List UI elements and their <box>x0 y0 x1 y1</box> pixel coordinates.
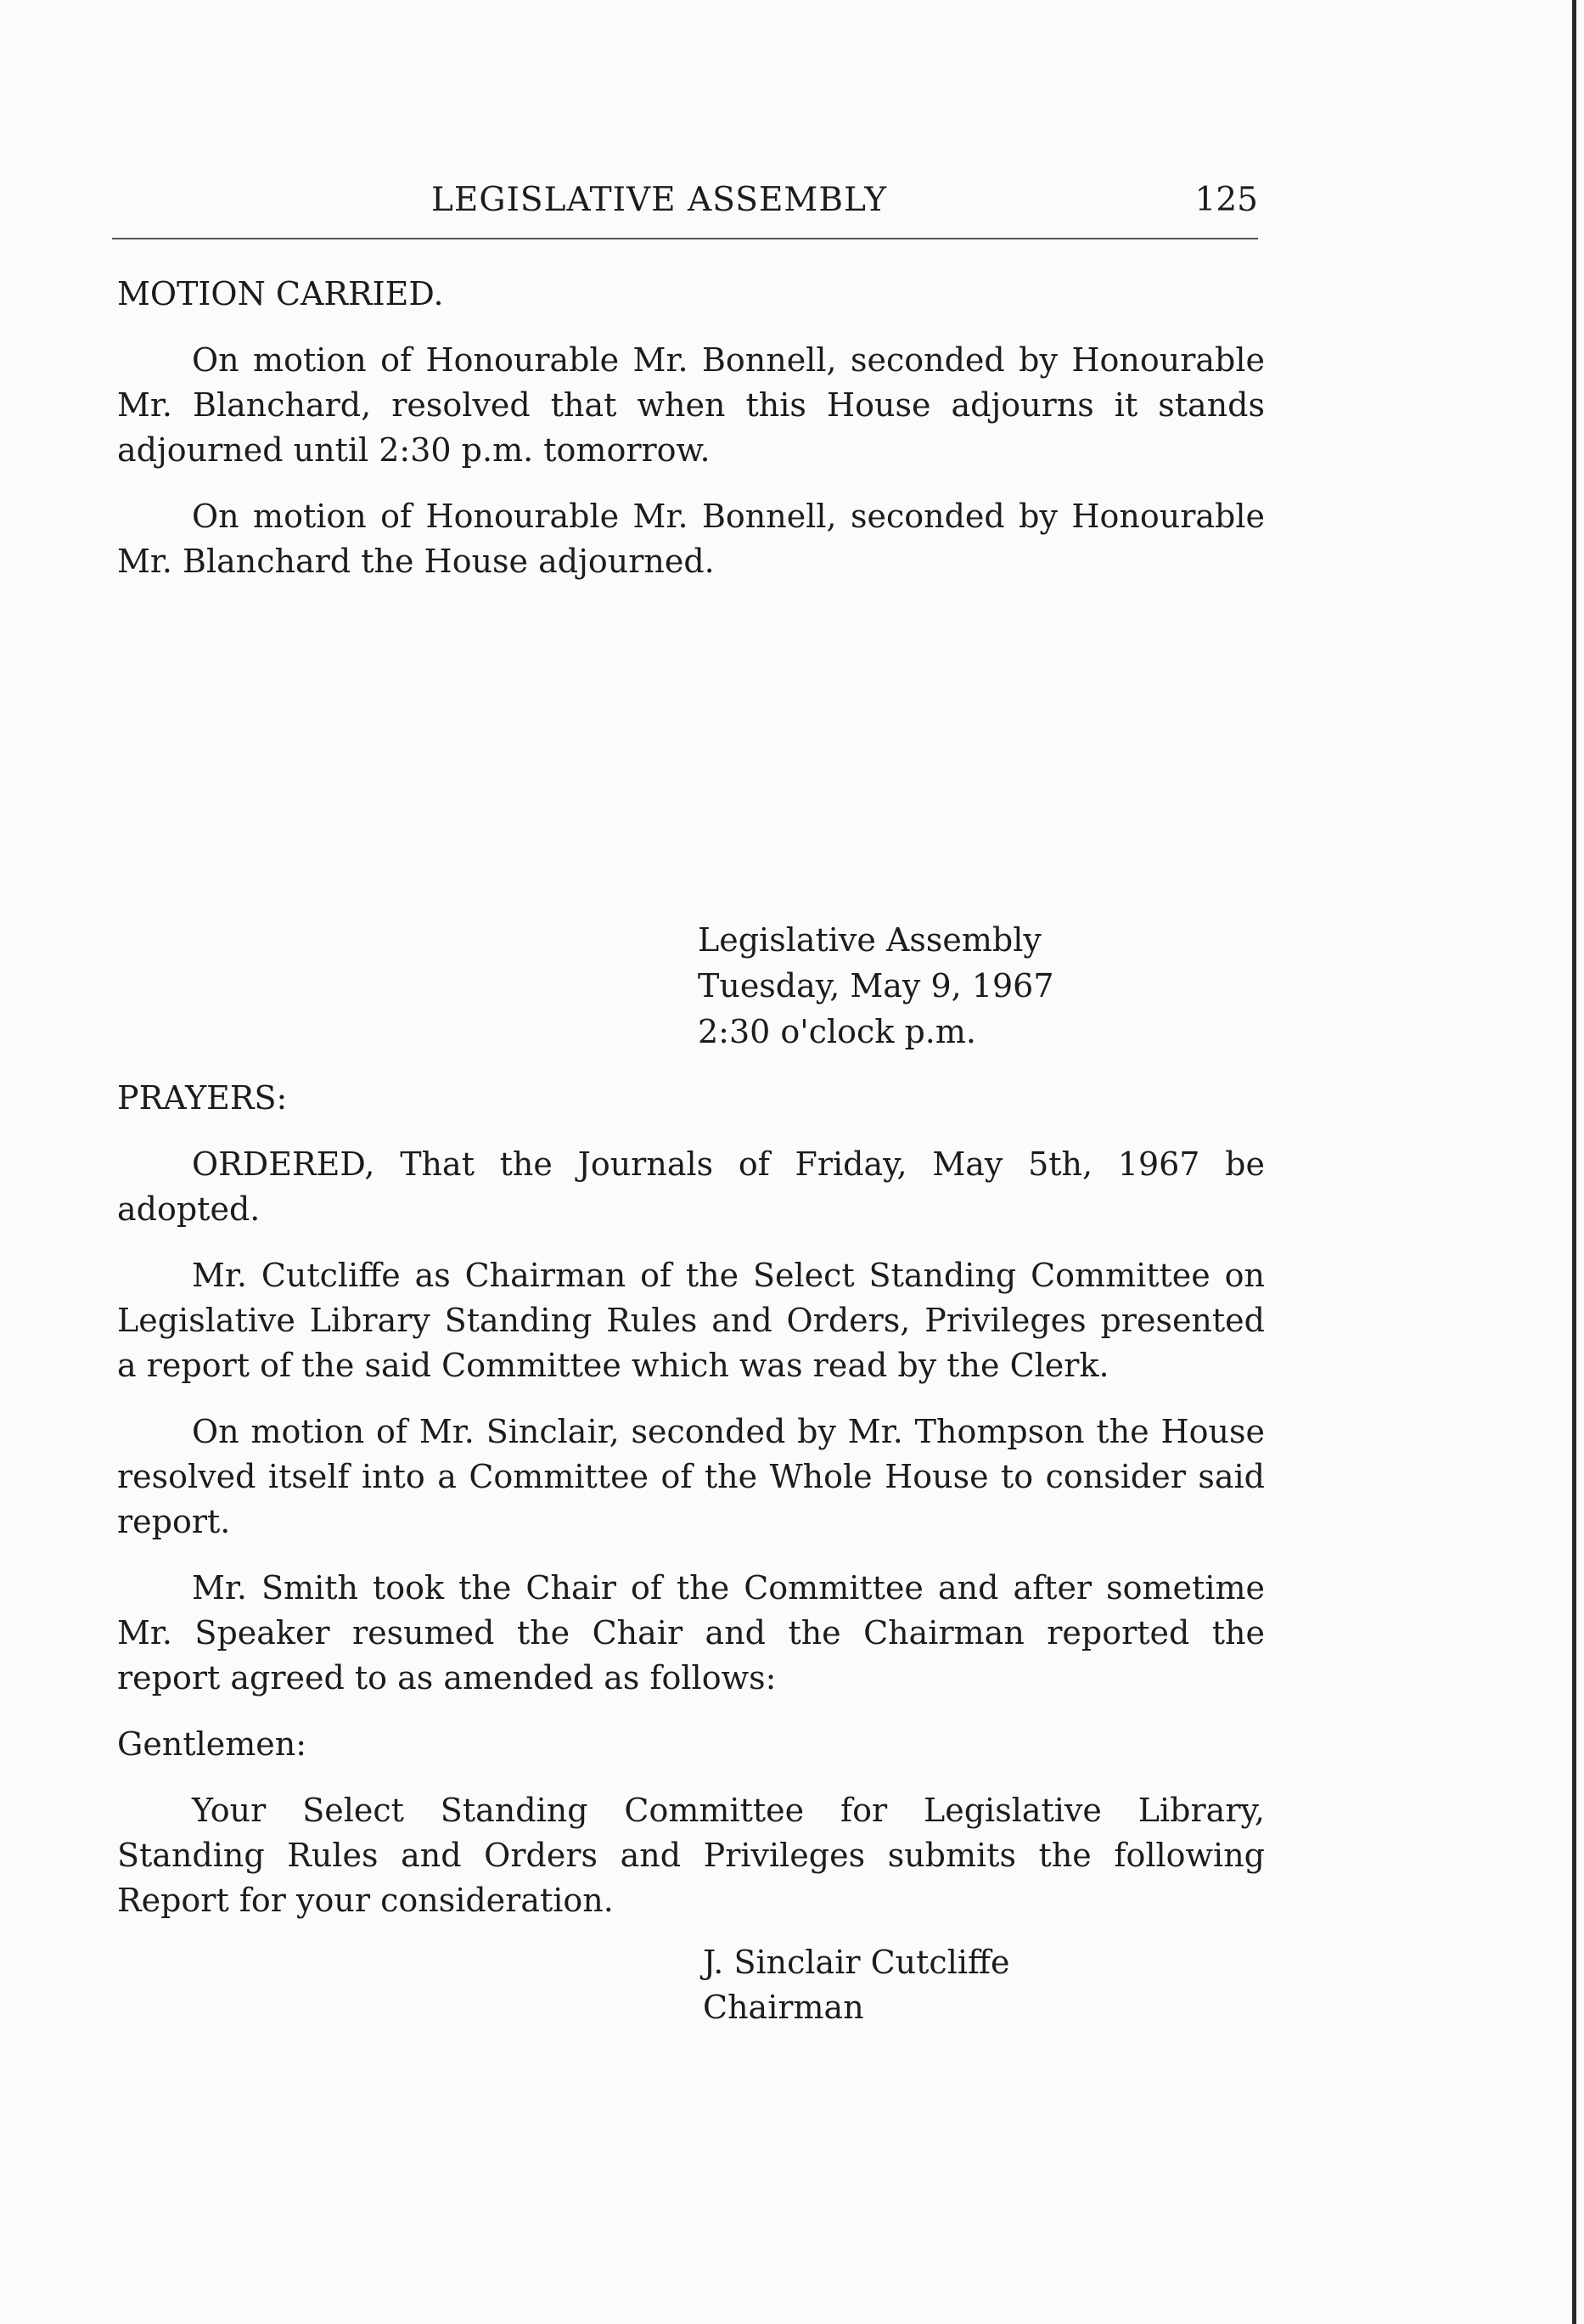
motion-carried-line: MOTION CARRIED. <box>117 275 444 312</box>
sitting-dateline <box>698 917 1265 1055</box>
page-body <box>117 272 1265 2030</box>
signature-title: Chairman <box>703 1989 864 2026</box>
paragraph-report-presented: Mr. Cutcliffe as Chairman of the Select Standing Committee on Legislative Library Standing Rules and Orders, Privileges presented a report of the said Committee which was read by the Clerk. <box>117 1257 1265 1384</box>
dateline-assembly: Legislative Assembly <box>698 921 1042 959</box>
prayers-heading: PRAYERS: <box>117 1079 288 1117</box>
paragraph-chair: Mr. Smith took the Chair of the Committee and after sometime Mr. Speaker resumed the Chair and the Chairman reported the report agreed to as amended as follows: <box>117 1569 1265 1697</box>
dateline-date: Tuesday, May 9, 1967 <box>698 967 1054 1004</box>
signature-name: J. Sinclair Cutcliffe <box>703 1944 1010 1981</box>
page-edge-shadow <box>1572 0 1576 2324</box>
header-title: LEGISLATIVE ASSEMBLY <box>431 181 888 219</box>
paragraph-committee-whole: On motion of Mr. Sinclair, seconded by Mr. Thompson the House resolved itself into a Committee of the Whole House to consider said report. <box>117 1413 1265 1540</box>
paragraph-adjourn-resolved: On motion of Honourable Mr. Bonnell, seconded by Honourable Mr. Blanchard, resolved that when this House adjourns it stands adjourned until 2:30 p.m. tomorrow. <box>117 341 1265 469</box>
paragraph-ordered: ORDERED, That the Journals of Friday, May 5th, 1967 be adopted. <box>117 1145 1265 1228</box>
salutation: Gentlemen: <box>117 1725 307 1763</box>
signature-block <box>703 1940 1265 2030</box>
paragraph-report-text: Your Select Standing Committee for Legislative Library, Standing Rules and Orders and Privileges submits the following Report for your consideration. <box>117 1792 1265 1919</box>
header-rule <box>112 238 1258 239</box>
dateline-time: 2:30 o'clock p.m. <box>698 1013 976 1050</box>
running-header <box>112 174 1258 225</box>
paragraph-adjourned: On motion of Honourable Mr. Bonnell, seconded by Honourable Mr. Blanchard the House adjourned. <box>117 498 1265 580</box>
page-number: 125 <box>1194 181 1258 219</box>
